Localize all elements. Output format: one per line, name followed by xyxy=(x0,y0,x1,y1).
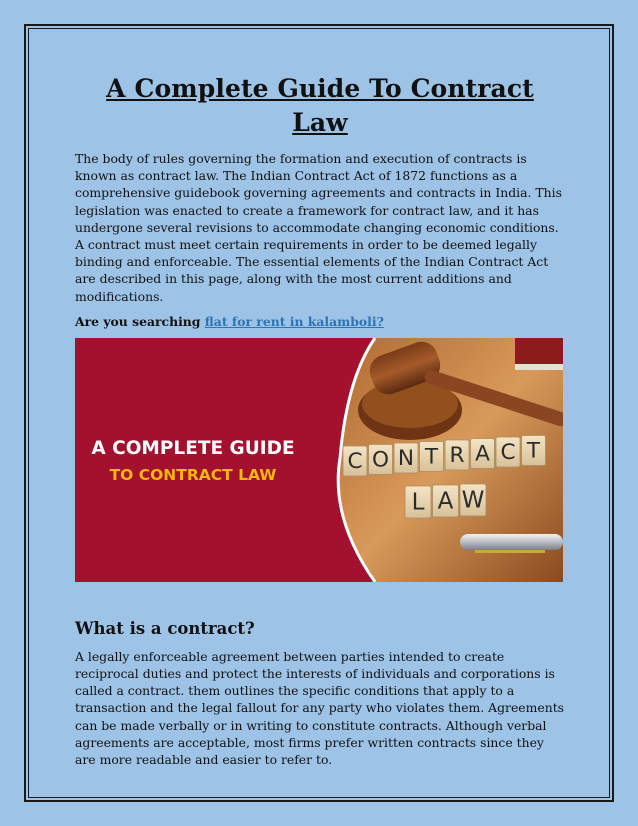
law-tile xyxy=(405,486,431,518)
contract-tile-letter: N xyxy=(397,446,415,472)
contract-tile-letter: C xyxy=(347,449,363,475)
contract-law-banner-image xyxy=(75,338,563,582)
section-heading: What is a contract? xyxy=(75,618,255,638)
contract-tile xyxy=(343,446,367,476)
document-title: A Complete Guide To Contract Law xyxy=(106,74,534,137)
contract-tile xyxy=(496,437,520,467)
banner-title-line2: TO CONTRACT LAW xyxy=(109,465,277,484)
contract-tile-letter: A xyxy=(475,441,490,467)
tiles-row-2 xyxy=(405,484,486,518)
search-prompt-text: Are you searching xyxy=(75,313,205,329)
document-content xyxy=(75,72,565,768)
contract-tile xyxy=(471,438,495,468)
banner-title-line1: A COMPLETE GUIDE xyxy=(91,437,295,459)
contract-tile xyxy=(522,435,546,465)
pen xyxy=(460,534,563,550)
contract-tile xyxy=(369,444,393,474)
banner-illustration xyxy=(75,338,563,582)
contract-tile xyxy=(394,443,418,473)
contract-tile-letter: T xyxy=(424,444,439,470)
contract-tile-letter: O xyxy=(372,447,389,473)
law-tile xyxy=(433,485,459,517)
search-prompt xyxy=(75,313,565,330)
contract-tile xyxy=(445,440,469,470)
contract-tile-letter: T xyxy=(526,438,541,464)
law-tile-letter: A xyxy=(437,488,454,515)
law-tile-letter: W xyxy=(461,487,485,514)
contract-tile-letter: R xyxy=(449,443,465,469)
law-tile-letter: L xyxy=(411,489,425,516)
contract-tile xyxy=(420,441,444,471)
law-tile xyxy=(460,484,486,516)
flat-for-rent-link[interactable]: flat for rent in kalamboli? xyxy=(204,313,384,329)
intro-paragraph: The body of rules governing the formation and execution of contracts is known as contract law. The Indian Contract Act of 1872 functions as a comprehensive guidebook governing agreements and contracts in India. This legislation was enacted to create a framework for contract law, and it has undergone several revisions to accommodate changing economic conditions. A contract must meet certain requirements in order to be deemed legally binding and enforceable. The essential elements of the Indian Contract Act are described in this page, along with the most current additions and modifications. xyxy=(75,151,562,304)
section-paragraph: A legally enforceable agreement between parties intended to create reciprocal duties and protect the interests of individuals and corporations is called a contract. them outlines the specific conditions that apply to a transaction and the legal fallout for any party who violates them. Agreements can be made verbally or in writing to constitute contracts. Although verbal agreements are acceptable, most firms prefer written contracts since they are more readable and easier to refer to. xyxy=(75,648,565,768)
contract-tile-letter: C xyxy=(500,440,516,466)
book xyxy=(515,338,563,364)
